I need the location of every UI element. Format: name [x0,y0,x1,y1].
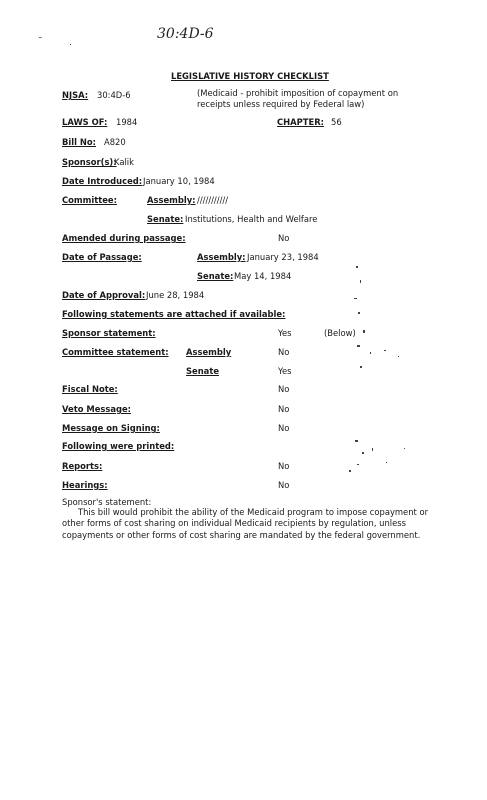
passage-assembly-value: January 23, 1984 [247,252,319,262]
committee-statement-senate-label: Senate [186,366,220,376]
committee-assembly-label: Assembly: [147,195,196,205]
passage-senate-label: Senate: [197,271,234,281]
njsa-description: (Medicaid - prohibit imposition of copayment on receipts unless required by Federal law) [197,88,399,109]
hearings-label: Hearings: [62,480,108,490]
committee-statement-assembly-value: No [278,347,290,357]
date-introduced-value: January 10, 1984 [143,176,215,186]
following-attached-heading: Following statements are attached if available: [62,309,286,319]
committee-label: Committee: [62,195,117,205]
passage-assembly-label: Assembly: [197,252,246,262]
sponsor-statement-label: Sponsor statement: [62,328,156,338]
amended-value: No [278,233,290,243]
committee-statement-label: Committee statement: [62,347,169,357]
njsa-value: 30:4D-6 [97,90,131,100]
statement-body: This bill would prohibit the ability of the Medicaid program to impose copayment or other forms of cost sharing on individual Medicaid recipients by regulation, unless copayments or other forms of cost sharing are mandated by the federal government. [62,507,429,540]
hearings-value: No [278,480,290,490]
committee-senate-value: Institutions, Health and Welfare [185,214,318,224]
message-on-signing-value: No [278,423,290,433]
sponsor-value: Kalik [114,157,134,167]
sponsor-statement-note: (Below) [324,328,356,338]
chapter-label: CHAPTER: [277,117,325,127]
laws-of-label: LAWS OF: [62,117,108,127]
handwritten-number: 30:4D-6 [157,26,214,42]
passage-senate-value: May 14, 1984 [234,271,292,281]
reports-value: No [278,461,290,471]
committee-statement-senate-value: Yes [278,366,292,376]
sponsor-statement-value: Yes [278,328,292,338]
veto-message-label: Veto Message: [62,404,132,414]
sponsor-label: Sponsor(s): [62,157,117,167]
bill-no-value: A820 [104,137,126,147]
stray-mark: ˜ [38,37,43,47]
date-of-passage-label: Date of Passage: [62,252,142,262]
chapter-value: 56 [331,117,342,127]
page-title: LEGISLATIVE HISTORY CHECKLIST [171,71,329,81]
committee-assembly-value: /////////// [197,195,229,205]
bill-no-label: Bill No: [62,137,97,147]
committee-senate-label: Senate: [147,214,184,224]
njsa-label: NJSA: [62,90,89,100]
reports-label: Reports: [62,461,103,471]
amended-label: Amended during passage: [62,233,186,243]
date-introduced-label: Date Introduced: [62,176,143,186]
message-on-signing-label: Message on Signing: [62,423,160,433]
statement-heading: Sponsor's statement: [62,497,152,507]
date-of-approval-label: Date of Approval: [62,290,146,300]
committee-statement-assembly-label: Assembly [186,347,232,357]
date-of-approval-value: June 28, 1984 [146,290,205,300]
fiscal-note-label: Fiscal Note: [62,384,118,394]
veto-message-value: No [278,404,290,414]
fiscal-note-value: No [278,384,290,394]
following-printed-heading: Following were printed: [62,441,175,451]
laws-of-value: 1984 [116,117,138,127]
